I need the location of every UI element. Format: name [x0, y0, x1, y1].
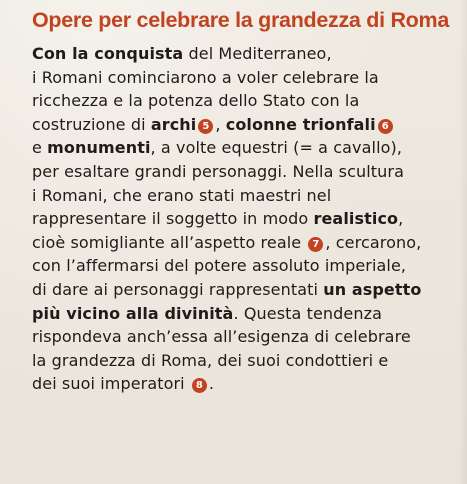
bold-term: realistico — [313, 209, 399, 229]
text-line — [32, 278, 467, 302]
text-run: . Questa tendenza — [233, 303, 383, 323]
text-line: i Romani cominciarono a voler celebrare la — [32, 67, 379, 87]
text-line — [32, 231, 467, 255]
text-run: del Mediterraneo, — [183, 44, 332, 63]
bold-term: monumenti — [47, 138, 151, 158]
text-run: di dare ai personaggi rappresentati — [32, 279, 324, 299]
bold-term: colonne trionfali — [225, 114, 376, 134]
text-run: dei suoi imperatori — [32, 374, 190, 394]
text-line: con l’affermarsi del potere assoluto imperiale, — [32, 256, 407, 276]
text-line: per esaltare grandi personaggi. Nella scultura — [32, 161, 404, 181]
text-run: costruzione di — [32, 114, 151, 134]
text-run: e — [32, 138, 48, 158]
section-title: Opere per celebrare la grandezza di Roma — [32, 8, 449, 32]
text-line — [32, 302, 467, 326]
page-edge-shadow — [459, 0, 467, 484]
body-paragraph — [32, 42, 467, 396]
bold-term: un aspetto — [323, 279, 422, 299]
text-line — [32, 42, 467, 66]
figure-reference-badge-6: 6 — [378, 119, 393, 134]
text-run: cioè somigliante all’aspetto reale — [32, 232, 307, 252]
text-line — [32, 113, 467, 137]
text-line — [32, 372, 467, 396]
bold-term: archi — [150, 114, 197, 134]
text-line: la grandezza di Roma, dei suoi condottieri e — [32, 350, 389, 370]
figure-reference-badge-7: 7 — [308, 237, 323, 252]
text-run: , cercarono, — [325, 232, 422, 252]
text-line: ricchezza e la potenza dello Stato con la — [32, 91, 360, 111]
text-run: , — [398, 209, 404, 229]
text-line: i Romani, che erano stati maestri nel — [32, 185, 332, 205]
text-line — [32, 136, 467, 160]
text-line: rispondeva anch’essa all’esigenza di celebrare — [32, 327, 411, 347]
text-run: , — [215, 114, 226, 134]
text-run: . — [208, 374, 215, 394]
bold-term: Con la conquista — [32, 44, 184, 63]
figure-reference-badge-5: 5 — [198, 119, 213, 134]
bold-term: più vicino alla divinità — [32, 303, 234, 323]
figure-reference-badge-8: 8 — [192, 378, 207, 393]
text-run: rappresentare il soggetto in modo — [32, 209, 314, 229]
text-line — [32, 207, 467, 231]
text-run: , a volte equestri (= a cavallo), — [150, 138, 403, 158]
